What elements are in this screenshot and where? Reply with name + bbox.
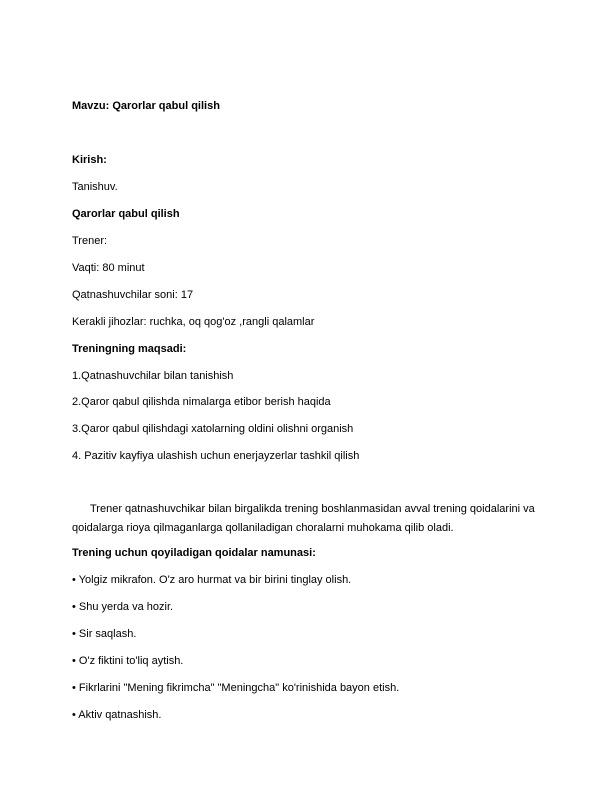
document-title: Mavzu: Qarorlar qabul qilish — [72, 100, 220, 112]
rule-item: • Sir saqlash. — [72, 628, 137, 640]
rule-item: • Fikrlarini "Mening fikrimcha" "Meningcha" ko'rinishida bayon etish. — [72, 682, 400, 694]
goal-item: 3.Qaror qabul qilishdagi xatolarning oldini olishni organish — [72, 423, 354, 435]
time-line: Vaqti: 80 minut — [72, 262, 145, 274]
equipment-line: Kerakli jihozlar: ruchka, oq qog'oz ,rangli qalamlar — [72, 316, 315, 328]
intro-text: Tanishuv. — [72, 181, 118, 193]
rule-item: • O'z fiktini to'liq aytish. — [72, 655, 184, 667]
goal-item: 4. Pazitiv kayfiya ulashish uchun enerjayzerlar tashkil qilish — [72, 450, 360, 462]
goal-item: 2.Qaror qabul qilishda nimalarga etibor berish haqida — [72, 396, 331, 408]
goal-item: 1.Qatnashuvchilar bilan tanishish — [72, 370, 234, 382]
section-heading: Qarorlar qabul qilish — [72, 208, 180, 220]
participants-line: Qatnashuvchilar soni: 17 — [72, 289, 194, 301]
rule-item: • Aktiv qatnashish. — [72, 709, 162, 721]
intro-heading: Kirish: — [72, 154, 107, 166]
rules-heading: Trening uchun qoyiladigan qoidalar namunasi: — [72, 547, 316, 559]
goals-heading: Treningning maqsadi: — [72, 343, 187, 355]
trainer-line: Trener: — [72, 235, 108, 247]
rule-item: • Shu yerda va hozir. — [72, 601, 174, 613]
rules-paragraph: Trener qatnashuvchikar bilan birgalikda trening boshlanmasidan avval trening qoidalarini va qoidalarga rioya qilmaganlarga qollaniladigan choralarni muhokama qilib oladi. — [72, 503, 535, 534]
rule-item: • Yolgiz mikrafon. O'z aro hurmat va bir birini tinglay olish. — [72, 574, 352, 586]
